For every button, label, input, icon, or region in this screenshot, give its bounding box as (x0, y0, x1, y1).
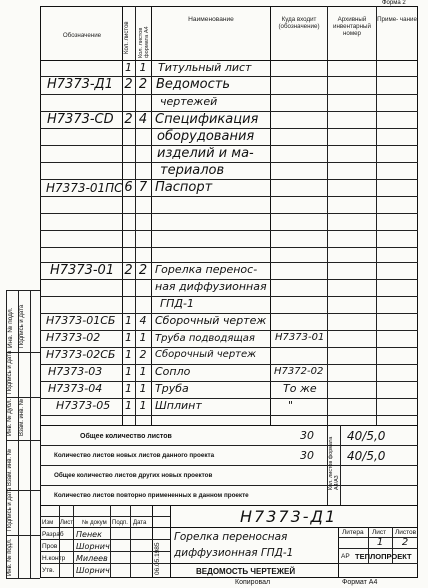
row-designation: Н7373-04 (48, 382, 103, 395)
side-label-sign-date-2: Подпись и дата (7, 487, 13, 531)
tb-doc-name: ВЕДОМОСТЬ ЧЕРТЕЖЕЙ (196, 567, 296, 576)
row-line (40, 179, 418, 180)
row-name: оборудования (157, 129, 255, 144)
tb-role-norm: Н.контр (42, 555, 66, 562)
row-a4: 4 (139, 314, 147, 327)
side-label-inv-orig-bottom: Инв. № подл. (7, 538, 13, 576)
row-designation: Н7373-03 (48, 365, 103, 378)
tb-role-develop: Разраб (42, 531, 64, 538)
tb-role-check: Пров (42, 543, 58, 550)
totals-line (40, 445, 418, 446)
table-bottom-line (40, 425, 418, 426)
row-name: Шплинт (155, 399, 202, 412)
tb-listov-value: 2 (401, 537, 409, 548)
side-margin-divider (6, 290, 40, 291)
row-name: ная диффузионная (155, 280, 267, 293)
tb-hdr-sign: Подп. (112, 520, 128, 526)
row-designation: Н7373-05 (56, 399, 111, 412)
tb-role-approve: Утв. (42, 567, 55, 574)
row-where: Н7372-02 (274, 366, 324, 377)
tb-org-name: ТЕПЛОПРОЕКТ (355, 552, 412, 561)
col-line-a4-right (151, 6, 152, 425)
row-sheets: 1 (125, 382, 132, 395)
row-name: ГПД-1 (160, 297, 194, 310)
row-a4: 1 (139, 382, 147, 395)
row-name: териалов (160, 163, 225, 178)
row-a4: 1 (139, 365, 147, 378)
row-designation: Н7373-Д1 (47, 77, 113, 92)
tb-name-check: Шорнич (76, 542, 110, 551)
row-sheets: 1 (125, 314, 132, 327)
row-sheets: 1 (125, 365, 132, 378)
row-line (40, 213, 418, 214)
tb-hdr-date: Дата (133, 520, 147, 526)
row-where: " (288, 399, 294, 412)
total-sheets-value: 30 (300, 429, 314, 442)
row-sheets: 1 (125, 399, 132, 412)
row-line (40, 94, 418, 95)
footer-format: Формат А4 (342, 579, 378, 586)
totals-line (40, 485, 418, 486)
row-a4: 1 (139, 399, 147, 412)
row-a4: 2 (138, 263, 148, 278)
new-sheets-value: 30 (300, 449, 314, 462)
row-line (40, 296, 418, 297)
footer-copied: Копировал (235, 579, 271, 586)
header-archive-number: Архивный инвентарный номер (333, 16, 371, 37)
row-designation: Н7373-02СБ (46, 348, 116, 361)
side-margin-divider (6, 535, 40, 536)
tb-date: 06.05.1985 (154, 542, 161, 575)
tb-org-row (338, 563, 418, 564)
row-designation: Н7373-01ПС (46, 181, 123, 195)
header-note: Приме- чание (377, 16, 417, 23)
side-label-vzam-bottom: Взам. инв. № (19, 398, 25, 436)
tb-col-title (170, 505, 171, 578)
tb-hdr-izm: Изм (42, 520, 54, 526)
row-designation: Н7373-01 (50, 263, 115, 278)
new-sheets-a4-value: 40/5,0 (347, 449, 386, 463)
row-line (40, 230, 418, 231)
totals-bottom-line (40, 505, 418, 506)
side-margin-divider (6, 578, 40, 579)
row-line (40, 247, 418, 248)
tb-list-value: 1 (376, 537, 384, 548)
header-designation: Обозначение (62, 32, 102, 39)
tb-row (40, 516, 170, 517)
row-name: Сопло (155, 365, 191, 378)
row-a4: 7 (138, 180, 148, 195)
side-label-inv-dubl: Инв. № дубл. (7, 398, 13, 436)
tb-col-right (338, 527, 339, 578)
row-sheets: 6 (124, 180, 133, 195)
row-sheets: 2 (124, 112, 133, 127)
row-line (40, 162, 418, 163)
tb-title-line-1: Горелка переносная (174, 531, 288, 543)
row-designation: Н7373-01СБ (46, 314, 116, 327)
row-sheets: 2 (124, 263, 133, 278)
tb-hdr-list: Лист (60, 520, 74, 526)
side-margin-divider (6, 440, 40, 441)
row-sheets: 1 (125, 331, 132, 344)
other-projects-label: Общее количество листов других новых проектов (54, 472, 213, 479)
col-line-where-right (327, 6, 328, 425)
row-a4: 2 (138, 77, 148, 92)
row-sheets: 2 (124, 77, 133, 92)
row-line (40, 196, 418, 197)
tb-litera-label: Литера (342, 529, 364, 536)
total-sheets-label: Общее количество листов (80, 433, 172, 440)
row-designation: Н7373-СD (47, 112, 114, 127)
row-name: Спецификация (155, 112, 259, 127)
reused-label: Количество листов повторно примененных в данном проекте (54, 492, 249, 499)
header-format-count: Кол. листов формата А4 (138, 26, 150, 58)
totals-col-label: Кол. листов формата А4/А3 (328, 436, 340, 490)
tb-org-prefix: АР (341, 553, 350, 560)
row-where: Н7373-01 (275, 332, 325, 343)
row-name: чертежей (160, 95, 218, 108)
tb-hdr-doc: № докум (82, 520, 107, 526)
col-line-archive-right (376, 6, 377, 425)
row-name: Горелка перенос- (155, 263, 258, 276)
form-label: Форма 2 (382, 0, 406, 6)
side-label-inv-orig: Инв. № подл. (7, 307, 14, 348)
row-a4: 4 (138, 112, 148, 127)
side-label-vzam-inv: Взам. инв. № (7, 448, 13, 486)
header-name: Наименование (188, 16, 234, 23)
tb-document-code: Н7373-Д1 (240, 507, 338, 526)
row-name: Ведомость (156, 77, 231, 92)
row-name: Труба (155, 382, 189, 395)
row-name: Титульный лист (158, 61, 252, 74)
tb-row (40, 539, 170, 540)
row-a4: 1 (139, 331, 147, 344)
header-sheet-count: Кол. листов (124, 21, 130, 54)
tb-title-divider (170, 563, 338, 564)
totals-a4-col (340, 425, 341, 505)
header-where-included: Куда входит (обозначение) (278, 16, 320, 30)
col-line-name-right (270, 6, 271, 425)
row-line (40, 415, 418, 416)
row-a4: 1 (139, 61, 147, 74)
row-name: Паспорт (155, 180, 213, 195)
row-designation: Н7373-02 (46, 331, 101, 344)
tb-listov-label: Листов (395, 529, 417, 536)
new-sheets-label: Количество листов новых листов данного проекта (54, 452, 215, 459)
row-name: изделий и ма- (157, 146, 254, 161)
side-label-sign-date-bottom: Подпись и дата (19, 304, 25, 348)
side-label-sign-date: Подпись и дата (7, 350, 13, 394)
row-sheets: 1 (125, 348, 132, 361)
tb-name-develop: Пенек (76, 530, 102, 539)
tb-title-line-2: диффузионная ГПД-1 (174, 547, 294, 559)
tb-name-approve: Шорнич (76, 566, 110, 575)
totals-line (40, 465, 418, 466)
tb-name-norm: Милеев (76, 554, 108, 563)
row-name: Сборочный чертеж (155, 314, 267, 327)
row-a4: 2 (139, 348, 147, 361)
row-name: Труба подводящая (155, 333, 255, 344)
row-where: То же (283, 382, 317, 395)
tb-list-label: Лист (372, 529, 387, 536)
row-sheets: 1 (125, 61, 132, 74)
tb-row (40, 527, 418, 528)
row-name: Сборочный чертеж (155, 349, 257, 360)
total-sheets-a4-value: 40/5,0 (347, 429, 386, 443)
